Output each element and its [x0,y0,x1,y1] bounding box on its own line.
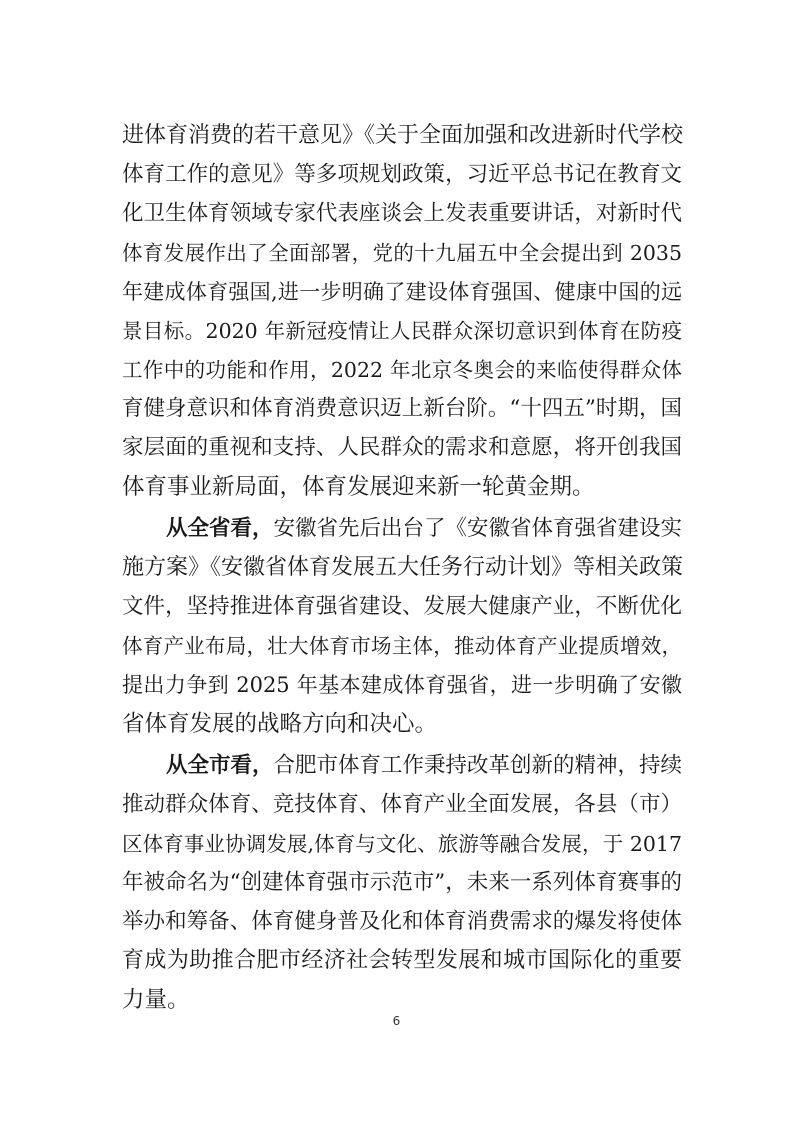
paragraph-1-line-4: 体育发展作出了全面部署，党的十九届五中全会提出到 2035 [122,241,682,265]
paragraph-2-line-4: 体育产业布局，壮大体育市场主体，推动体育产业提质增效， [122,634,682,658]
paragraph-1-line-3: 化卫生体育领域专家代表座谈会上发表重要讲话，对新时代 [122,201,682,226]
paragraph-1-line-5: 年建成体育强国,进一步明确了建设体育强国、健康中国的远 [122,280,682,304]
paragraph-2-line-3: 文件，坚持推进体育强省建设、发展大健康产业，不断优化 [122,594,682,619]
paragraph-3-line-1-text: 合肥市体育工作秉持改革创新的精神，持续 [273,753,683,778]
paragraph-3-line-5: 举办和筹备、体育健身普及化和体育消费需求的爆发将使体 [122,909,682,934]
paragraph-2-line-5: 提出力争到 2025 年基本建成体育强省，进一步明确了安徽 [122,673,682,697]
paragraph-2-line-6: 省体育发展的战略方向和决心。 [122,711,438,737]
paragraph-2-line-2: 施方案》《安徽省体育发展五大任务行动计划》等相关政策 [122,555,684,580]
page-number: 6 [392,1014,401,1028]
paragraph-2-line-1 [166,511,682,547]
paragraph-3-line-2: 推动群众体育、竞技体育、体育产业全面发展，各县（市） [122,792,682,817]
paragraph-2-lead: 从全省看， [166,516,274,541]
paragraph-1-line-8: 育健身意识和体育消费意识迈上新台阶。“十四五”时期，国 [122,396,682,421]
paragraph-1-line-9: 家层面的重视和支持、人民群众的需求和意愿，将开创我国 [122,435,682,460]
paragraph-2-line-1-text: 安徽省先后出台了《安徽省体育强省建设实 [273,516,683,541]
paragraph-1-line-7: 工作中的功能和作用，2022 年北京冬奥会的来临使得群众体 [122,358,682,382]
paragraph-3-line-1 [166,748,682,784]
paragraph-1-line-6: 景目标。2020 年新冠疫情让人民群众深切意识到体育在防疫 [122,319,682,343]
paragraph-3-line-4: 年被命名为“创建体育强市示范市”，未来一系列体育赛事的 [122,870,682,895]
paragraph-3-lead: 从全市看， [166,753,274,778]
paragraph-3-line-6: 育成为助推合肥市经济社会转型发展和城市国际化的重要 [122,948,682,973]
paragraph-1-line-10: 体育事业新局面，体育发展迎来新一轮黄金期。 [122,474,595,500]
paragraph-1-line-1: 进体育消费的若干意见》《关于全面加强和改进新时代学校 [122,123,684,148]
paragraph-1-line-2: 体育工作的意见》等多项规划政策，习近平总书记在教育文 [122,162,682,187]
paragraph-3-line-3: 区体育事业协调发展,体育与文化、旅游等融合发展，于 2017 [122,832,682,856]
paragraph-3-line-7: 力量。 [122,987,190,1013]
